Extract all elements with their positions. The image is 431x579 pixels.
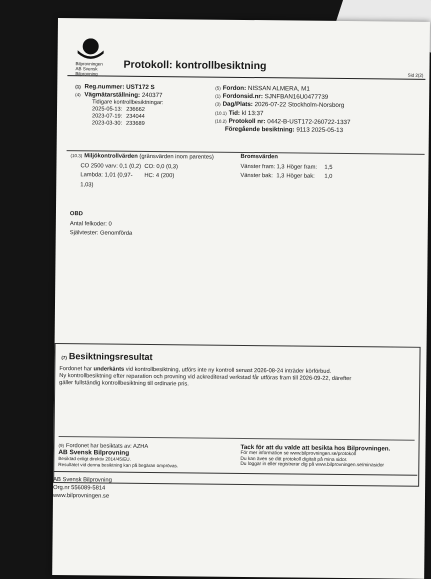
obd-section (70, 210, 133, 239)
brake-label: Höger fram: (286, 163, 318, 171)
obd-faults: Antal felkoder: 0 (69, 220, 112, 228)
bilprovningen-logo (75, 38, 109, 76)
vehicle-registration-section (75, 83, 205, 128)
logo-subtext: AB Svensk Bilprovning (75, 66, 98, 77)
field-number: (10.2) (214, 118, 227, 124)
result-divider (59, 436, 415, 441)
environment-title: Miljökontrollvärden (84, 153, 138, 160)
address-line: www.bilprovningen.se (52, 492, 110, 500)
info-line: För mer information se www.bilprovningen.se/protokoll (240, 450, 356, 457)
inspector-info (58, 443, 178, 469)
previous-km: 233689 (126, 120, 145, 127)
env-value: CO: 0,0 (0,3) (144, 163, 178, 170)
field-number: (1) (75, 84, 81, 90)
brake-value: 1,3 (276, 163, 285, 170)
page-number: Sid 2(2) (407, 72, 424, 78)
time-label: Tid: (228, 109, 241, 117)
logo-mark-icon (76, 38, 106, 60)
result-line1-pre: Fordonet har (59, 366, 94, 373)
logo-text: Bilprovningen (75, 61, 103, 67)
result-line1-post: vid kontrollbesiktning, utförs inte ny kontroll senast 2026-08-24 inträder körförbud. (124, 366, 332, 375)
result-line2: Ny kontrollbesiktning efter reparation och provning vid ackrediterad verkstad får utföras fram till 2026-09-22, därefter (59, 373, 352, 383)
reg-label: Reg.nummer: (84, 83, 125, 91)
previous-date: 2023-07-19: (91, 113, 123, 120)
previous-km: 236662 (126, 106, 145, 114)
inspection-result-box (53, 343, 420, 487)
address-line: Org.nr 556089-5814 (53, 484, 106, 492)
result-title: Besiktningsresultat (68, 351, 153, 363)
vin-label: Fordonsid.nr: (222, 92, 263, 101)
brake-value: 1,3 (276, 173, 285, 180)
previous-inspection-label: Föregående besiktning: (224, 125, 295, 134)
company-address (53, 476, 112, 501)
result-line3: gäller fullständig kontrollbesiktning till ordinarie pris. (59, 380, 189, 388)
inspected-by: Fordonet har besiktats av: AZHA (65, 443, 149, 450)
obd-title: OBD (69, 211, 83, 218)
field-number: (10.3) (70, 153, 83, 159)
result-status: underkänts (93, 366, 125, 373)
field-number: (3) (215, 102, 221, 108)
odometer-label: Vägmätarställning: (84, 91, 141, 100)
field-number: (7) (61, 355, 67, 361)
brake-value: 1,0 (324, 173, 333, 180)
brake-title: Bromsvärden (240, 153, 278, 161)
brake-label: Vänster fram: (240, 163, 276, 170)
date-place-value: 2026-07-22 Stockholm-Norsborg (254, 101, 345, 110)
thanks-text: Tack för att du valde att besikta hos Bilprovningen. (240, 443, 391, 453)
field-number: (5) (215, 85, 221, 91)
env-value: CO 2500 varv: 0,1 (0,2) (80, 162, 142, 170)
info-line: Du kan även se ditt protokoll digitalt på mina sidor. (240, 456, 348, 463)
company-name: AB Svensk Bilprovning (58, 448, 130, 457)
field-number: (1) (215, 93, 221, 99)
field-number: (4) (75, 92, 81, 98)
environment-note: (gränsvärden inom parentes) (139, 153, 214, 161)
brake-label: Vänster bak: (240, 172, 273, 180)
vehicle-details-section (215, 85, 426, 136)
vehicle-value: NISSAN ALMERA, M1 (247, 84, 310, 93)
environment-values-section (70, 151, 214, 191)
field-number: (10.1) (214, 110, 227, 116)
previous-inspection-value: 9113 2025-05-13 (296, 126, 344, 135)
appeal-text: Resultatet vid denna besiktning kan på begäran omprövas. (58, 462, 179, 469)
obd-selftest: Självtester: Genomförda (69, 230, 133, 237)
vehicle-label: Fordon: (222, 84, 247, 92)
field-number: (9) (58, 443, 65, 449)
vin-value: SJNFBAN16U0477739 (264, 93, 329, 102)
address-line: AB Svensk Bilprovning (53, 476, 112, 484)
protocol-label: Protokoll nr: (228, 117, 266, 125)
thanks-info (240, 445, 390, 470)
previous-date: 2023-03-30: (91, 120, 123, 127)
directive-text: Besiktad enligt direktiv 2014/45/EU. (58, 456, 131, 462)
env-value: Lambda: 1,01 (0,97-1,03) (80, 172, 133, 188)
document-title: Protokoll: kontrollbesiktning (123, 58, 267, 73)
brake-label: Höger bak: (286, 173, 315, 180)
time-value: kl 13:37 (241, 109, 264, 117)
result-text (59, 366, 415, 391)
reg-value: UST172 S (126, 83, 155, 92)
previous-inspections-label: Tidigare kontrollbesiktningar: (92, 99, 164, 107)
previous-km: 234044 (126, 113, 145, 120)
date-place-label: Dag/Plats: (222, 101, 253, 109)
previous-date: 2025-05-13: (92, 106, 123, 113)
brake-value: 1,5 (324, 164, 333, 171)
brake-values-section (240, 153, 332, 182)
inspection-protocol-page (52, 18, 430, 579)
protocol-value: 0442-B-UST172-260722-1337 (267, 118, 351, 126)
env-value: HC: 4 (200) (144, 172, 175, 180)
header-divider (67, 72, 425, 80)
info-line: Du loggar in eller registrerar dig på www.bilprovningen.se/minasidor (240, 462, 385, 469)
odometer-value: 240377 (141, 92, 163, 100)
